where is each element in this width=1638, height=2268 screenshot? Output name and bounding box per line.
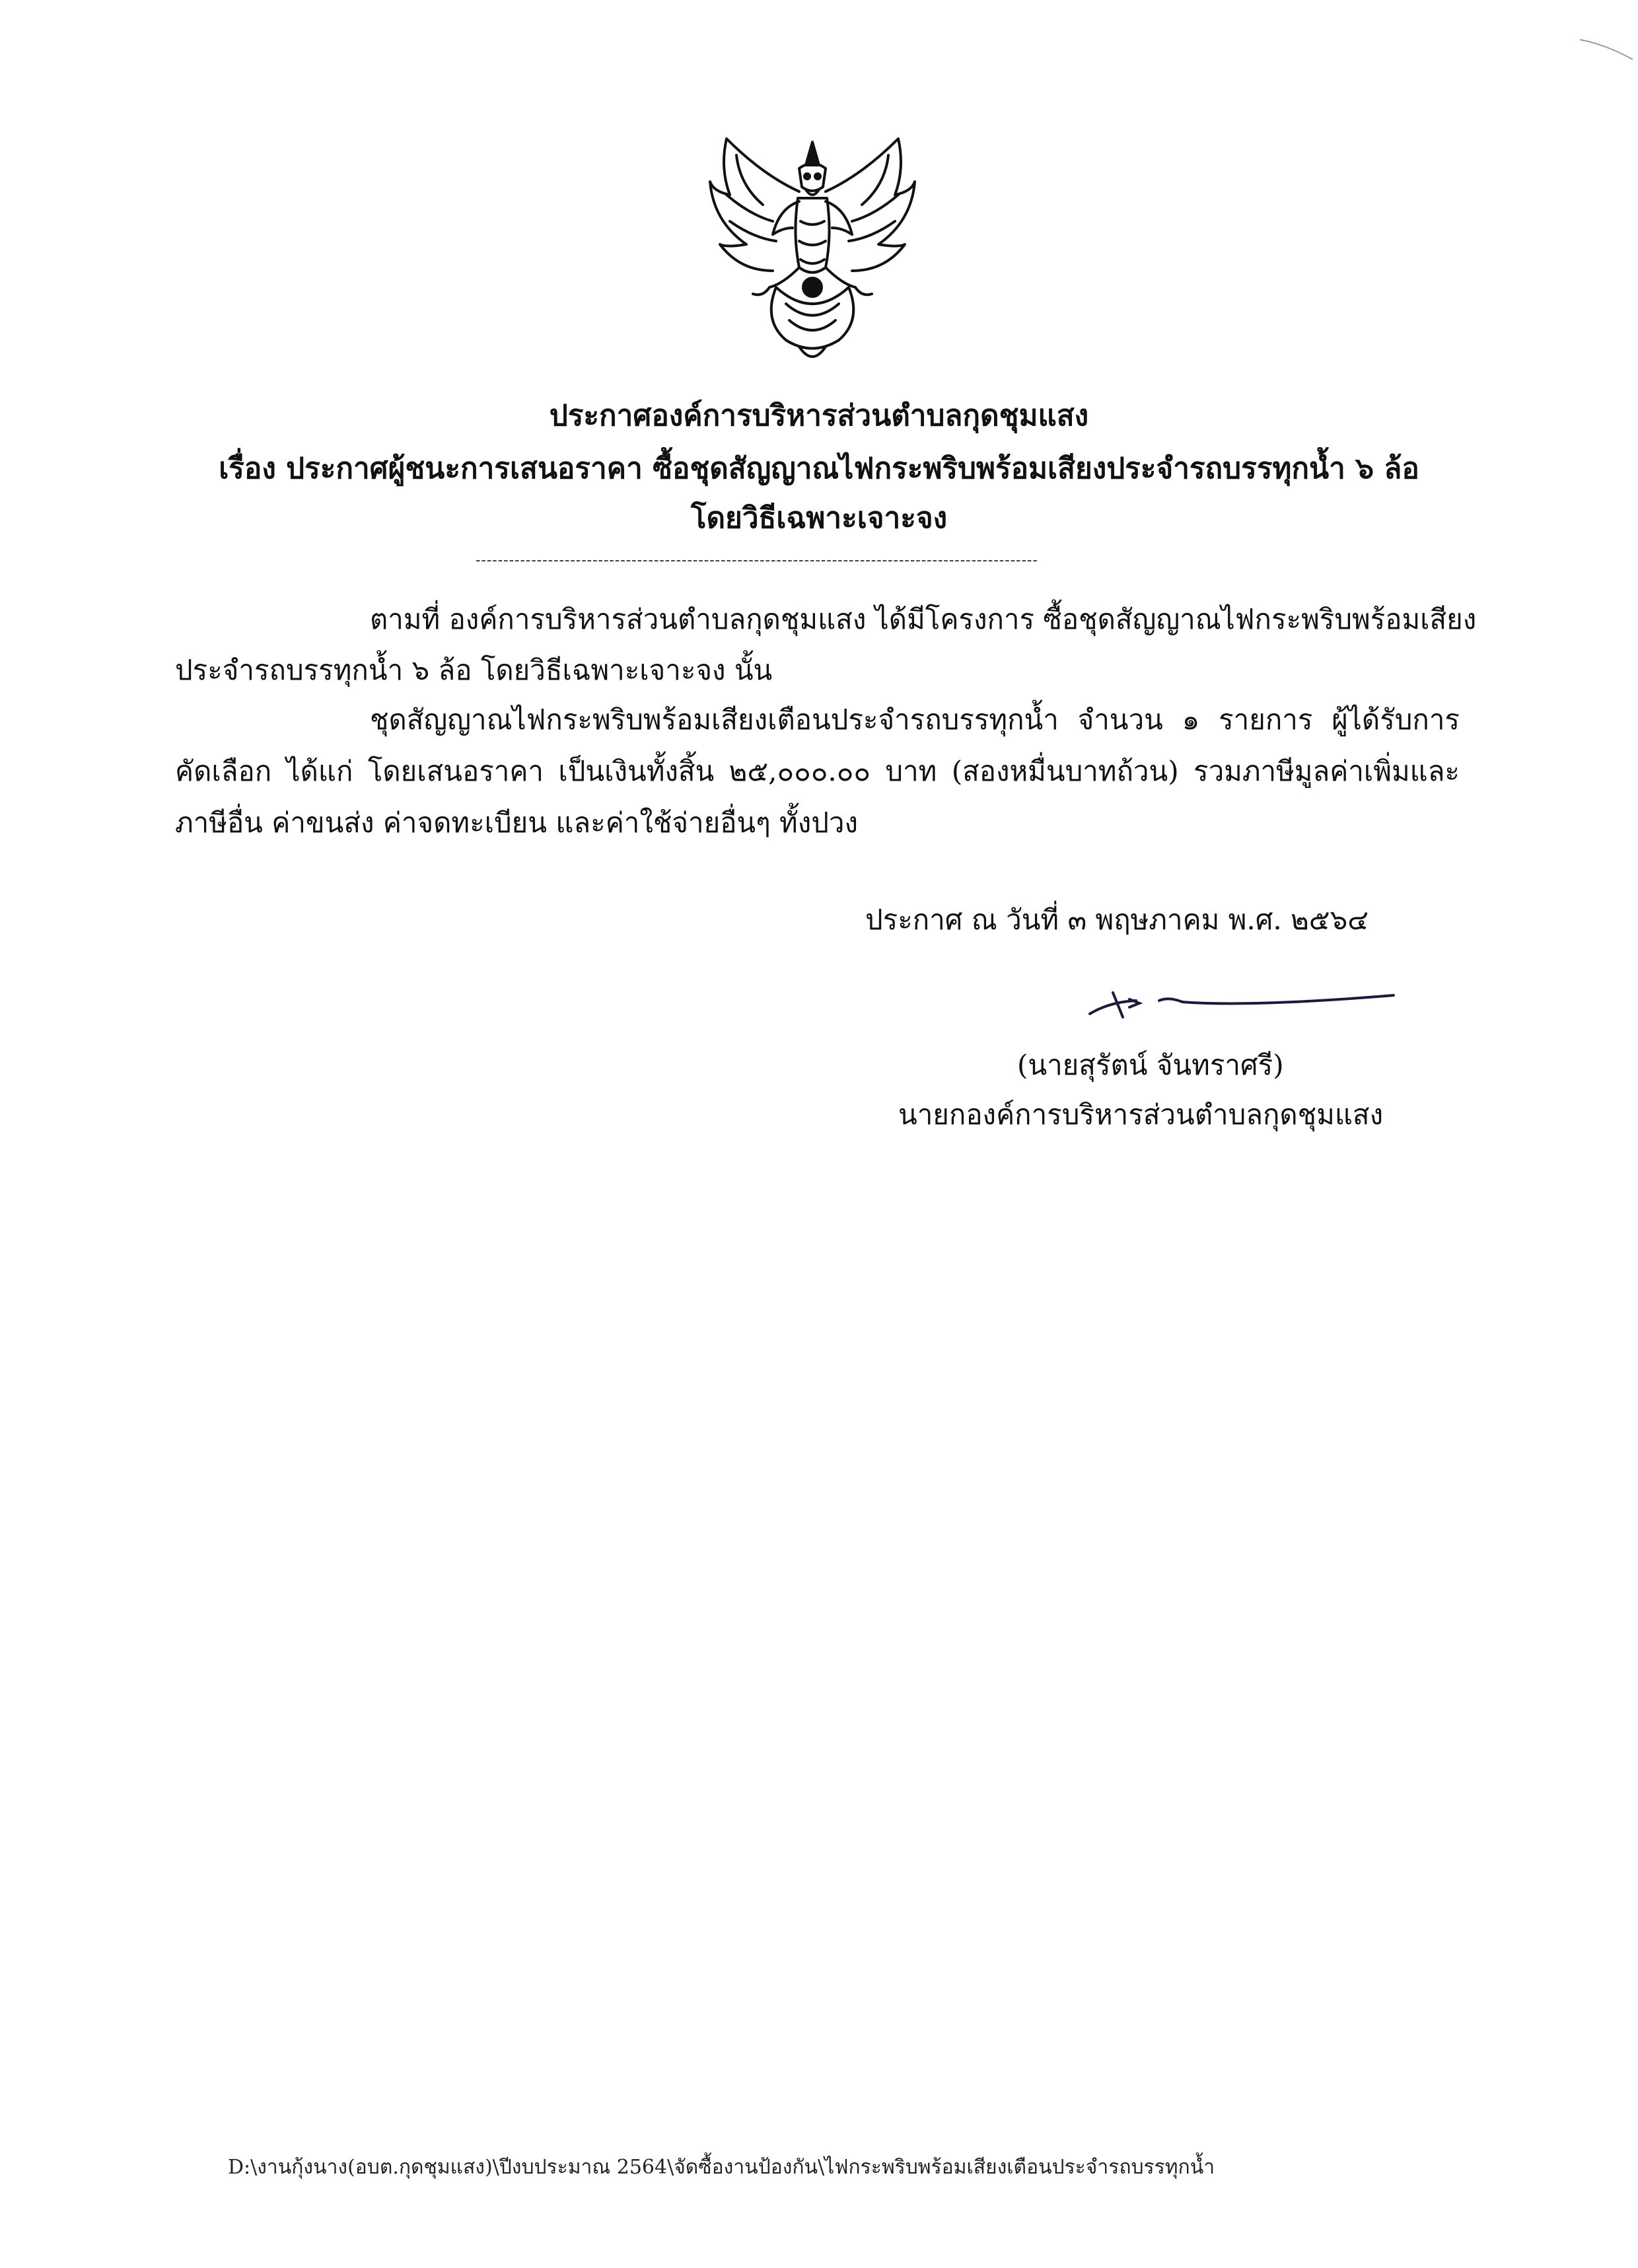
- paragraph-2-line-2: คัดเลือก ได้แก่ โดยเสนอราคา เป็นเงินทั้งสิ้น ๒๕,๐๐๐.๐๐ บาท (สองหมื่นบาทถ้วน) รวมภาษีมูลค่าเพิ่มและ: [175, 755, 1460, 787]
- procurement-method: โดยวิธีเฉพาะเจาะจง: [690, 501, 948, 535]
- scan-mark: [1579, 36, 1635, 63]
- paragraph-1-line-1: ตามที่ องค์การบริหารส่วนตำบลกุดชุมแสง ได้มีโครงการ ซื้อชุดสัญญาณไฟกระพริบพร้อมเสียง: [370, 603, 1477, 635]
- announcement-title: ประกาศองค์การบริหารส่วนตำบลกุดชุมแสง: [549, 399, 1089, 433]
- paragraph-1-line-2: ประจำรถบรรทุกน้ำ ๖ ล้อ โดยวิธีเฉพาะเจาะจง นั้น: [175, 654, 773, 686]
- paragraph-2-line-1: ชุดสัญญาณไฟกระพริบพร้อมเสียงเตือนประจำรถบรรทุกน้ำ จำนวน ๑ รายการ ผู้ได้รับการ: [370, 703, 1460, 736]
- paragraph-2-line-3: ภาษีอื่น ค่าขนส่ง ค่าจดทะเบียน และค่าใช้จ่ายอื่นๆ ทั้งปวง: [175, 806, 858, 839]
- announcement-date: ประกาศ ณ วันที่ ๓ พฤษภาคม พ.ศ. ๒๕๖๔: [865, 904, 1369, 936]
- separator-line: -----------------------------------------------------------------------------------------------------: [476, 552, 1038, 569]
- handwritten-signature: [1083, 987, 1400, 1027]
- signer-name: (นายสุรัตน์ จันทราศรี): [1017, 1049, 1284, 1081]
- footer-file-path: D:\งานกุ้งนาง(อบต.กุดชุมแสง)\ปีงบประมาณ 2564\จัดซื้องานป้องกัน\ไฟกระพริบพร้อมเสียงเตือนประจำรถบรรทุกน้ำ: [228, 2156, 1215, 2179]
- announcement-subject: เรื่อง ประกาศผู้ชนะการเสนอราคา ซื้อชุดสัญญาณไฟกระพริบพร้อมเสียงประจำรถบรรทุกน้ำ ๖ ล้อ: [219, 452, 1419, 485]
- garuda-emblem-icon: [700, 129, 925, 376]
- signer-position: นายกองค์การบริหารส่วนตำบลกุดชุมแสง: [898, 1098, 1384, 1131]
